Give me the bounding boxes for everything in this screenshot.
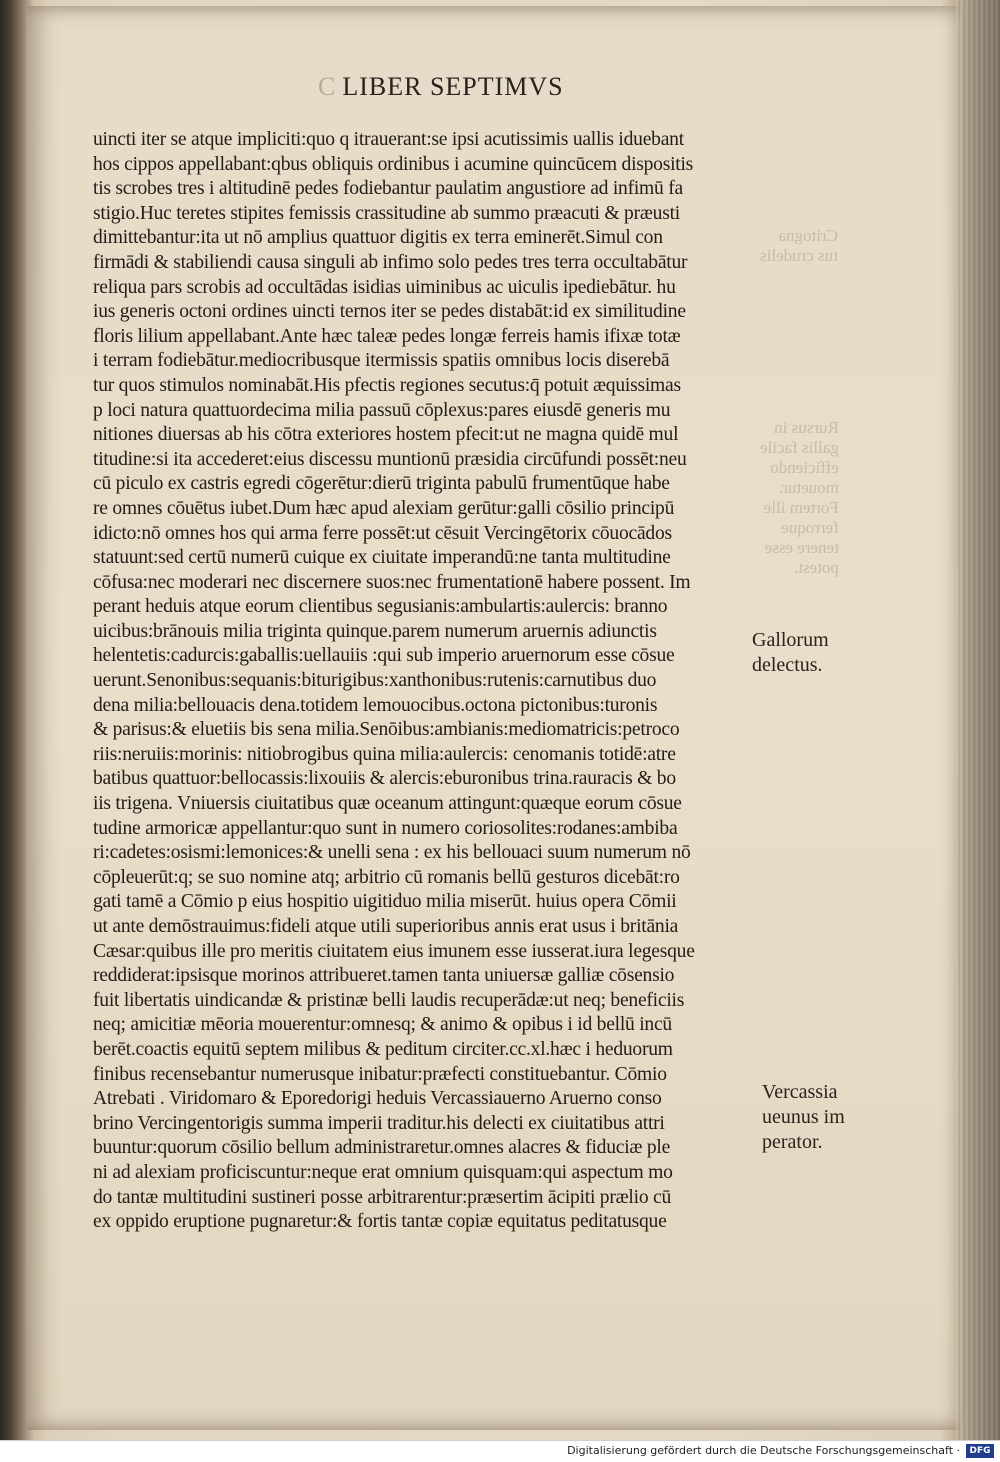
text-line: buuntur:quorum cōsilio bellum administraretur.omnes alacres & fiduciæ ple [93, 1137, 671, 1159]
text-line: batibus quattuor:bellocassis:lixouiis & alercis:eburonibus trina.rauracis & bo [93, 768, 676, 790]
text-line: stigio.Huc teretes stipites femissis crassitudine ab summo præacuti & præusti [93, 202, 680, 224]
ghost-note-line: Rursus in [774, 418, 839, 437]
ghost-note-line: efficiendo [770, 458, 839, 477]
text-line: brino Vercingentorigis summa imperii traditur.his delecti ex ciuitatibus attri [93, 1112, 665, 1134]
text-line: reliqua pars scrobis ad occultādas isidias uiminibus ac uiculis ipediebātur. hu [93, 276, 676, 298]
text-line: ni ad alexiam proficiscuntur:neque erat omnium quisquam:qui aspectum mo [93, 1161, 673, 1183]
ghost-note-line: Fortem ille [763, 498, 839, 517]
margin-note-gallorum-delectus [752, 628, 829, 678]
heading-ghost-letter: C [318, 72, 337, 101]
text-line: re omnes cōuētus iubet.Dum hæc apud alexiam gerūtur:galli cōsilio principū [93, 497, 675, 519]
dfg-logo: DFG [966, 1444, 994, 1458]
text-line: tur quos stimulos nominabāt.His pfectis regiones secutus:q̄ potuit æquissimas [93, 374, 681, 396]
ghost-note-line: Critogna [778, 226, 838, 245]
text-line: cū piculo ex castris egredi cōgerētur:dierū triginta pabulū frumentūque habe [93, 473, 670, 495]
text-line: reddiderat:ipsisque morinos attribueret.tamen tanta uniuersæ galliæ cōsensio [93, 965, 675, 987]
margin-note-line: Gallorum [752, 629, 829, 651]
text-line: titudine:si ita accederet:eius discessu muntionū præsidia circūfundi possēt:neu [93, 448, 687, 470]
ghost-note-line: gallis facile [760, 438, 839, 457]
margin-note-line: Vercassia [762, 1081, 838, 1103]
text-line: iis trigena. Vniuersis ciuitatibus quæ oceanum attingunt:quæque eorum cōsue [93, 793, 682, 815]
ghost-note-line: potest. [793, 558, 839, 577]
text-line: & parisus:& eluetiis bis sena milia.Senōibus:ambianis:mediomatricis:petroco [93, 719, 680, 741]
ghost-note-line: tus crudelis [760, 246, 838, 265]
text-line: fuit libertatis uindicandæ & pristinæ belli laudis recuperādæ:ut neq; beneficiis [93, 989, 685, 1011]
text-line: gati tamē a Cōmio p eius hospitio uigitiduo milia miserūt. huius opera Cōmii [93, 891, 677, 913]
text-line: floris lilium appellabant.Ante hæc taleæ pedes longæ ferreis hamis ifixæ totæ [93, 325, 681, 347]
text-line: ex oppido eruptione pugnaretur:& fortis tantæ copiæ equitatus peditatusque [93, 1211, 667, 1233]
text-line: tudine armoricæ appellantur:quo sunt in numero coriosolites:rodanes:ambiba [93, 817, 678, 839]
body-text [93, 128, 749, 1235]
text-line: ut ante demōstrauimus:fideli atque utili superioribus annis erat usus i britānia [93, 916, 679, 937]
text-line: dena milia:bellouacis dena.totidem lemouocibus.octona pictonibus:turonis [93, 694, 658, 716]
ghost-note-line: mouetur. [778, 478, 839, 497]
text-line: helentetis:cadurcis:gaballis:uellauiis :qui sub imperio aruernorum esse cōsue [93, 645, 675, 667]
ghost-note-line: tenere esse [764, 538, 839, 557]
margin-note-line: delectus. [752, 654, 823, 676]
text-line: neq; amicitiæ mēoria mouerentur:omnesq; & animo & opibus i id bellū incū [93, 1014, 672, 1036]
text-line: Cæsar:quibus ille pro meritis ciuitatem eius imunem esse iusserat.iura legesque [93, 940, 695, 962]
text-line: perant heduis atque eorum clientibus segusianis:ambulartis:aulercis: branno [93, 596, 668, 618]
text-line: uincti iter se atque impliciti:quo q itrauerant:se ipsi acutissimis uallis iduebant [93, 129, 684, 150]
margin-note-line: perator. [762, 1131, 823, 1153]
text-line: idicto:nō omnes hos qui arma ferre possēt:ut cēsuit Vercingētorix cōuocādos [93, 522, 672, 544]
text-line: riis:neruiis:morinis: nitiobrogibus quina milia:aulercis: cenomanis totidē:atre [93, 743, 676, 765]
margin-note-vercassia-imperator [762, 1080, 845, 1155]
text-line: p loci natura quattuordecima milia passuū cōplexus:pares eiusdē generis mu [93, 399, 671, 421]
text-line: cōfusa:nec moderari nec discernere suos:nec frumentationē habere possent. Im [93, 571, 691, 593]
text-line: Atrebati . Viridomaro & Eporedorigi heduis Vercassiauerno Aruerno conso [93, 1088, 662, 1110]
text-line: tis scrobes tres i altitudinē pedes fodiebantur paulatim angustiore ad infimū fa [93, 178, 683, 200]
text-line: do tantæ multitudini sustineri posse arbitrarentur:præsertim ācipiti prælio cū [93, 1186, 672, 1208]
ghost-note-line: ferroque [781, 518, 839, 537]
bleed-through-note-middle [760, 418, 839, 578]
text-line: ius generis octoni ordines uincti ternos iter se pedes distabāt:id ex similitudine [93, 301, 686, 323]
text-line: uicibus:brānouis milia triginta quinque.parem numerum aruernis adiunctis [93, 620, 657, 642]
margin-note-line: ueunus im [762, 1106, 845, 1128]
text-line: cōpleuerūt:q; se suo nomine atq; arbitrio cū romanis bellū gesturos dicebāt:ro [93, 866, 680, 888]
text-line: berēt.coactis equitū septem milibus & peditum circiter.cc.xl.hæc i heduorum [93, 1038, 673, 1060]
text-line: nitiones diuersas ab his cōtra exteriores hostem pfecit:ut ne magna quidē mul [93, 424, 679, 446]
text-line: uerunt.Senonibus:sequanis:biturigibus:xanthonibus:rutenis:carnutibus duo [93, 670, 657, 692]
footer-credit: Digitalisierung gefördert durch die Deutsche Forschungsgemeinschaft · [567, 1444, 960, 1457]
text-line: dimittebantur:ita ut nō amplius quattuor digitis ex terra eminerēt.Simul con [93, 227, 663, 249]
text-line: finibus recensebantur numerusque inibatur:præfecti constituebantur. Cōmio [93, 1063, 667, 1085]
text-line: hos cippos appellabant:qbus obliquis ordinibus i acumine quincūcem dispositis [93, 153, 694, 175]
text-line: ri:cadetes:osismi:lemonices:& unelli sena : ex his bellouaci suum numerum nō [93, 842, 691, 864]
page-heading [318, 72, 564, 102]
text-line: firmādi & stabiliendi causa singuli ab infimo solo pedes tres terra occultabātur [93, 251, 688, 273]
text-line: i terram fodiebātur.mediocribusque itermissis spatiis omnibus locis diserebā [93, 350, 670, 372]
text-line: statuunt:sed certū numerū cuique ex ciuitate imperandū:ne tanta multitudine [93, 547, 671, 569]
bleed-through-note-top [760, 226, 838, 266]
page-edges [956, 0, 1000, 1440]
footer-bar [0, 1440, 1000, 1462]
heading-text: LIBER SEPTIMVS [342, 72, 564, 101]
